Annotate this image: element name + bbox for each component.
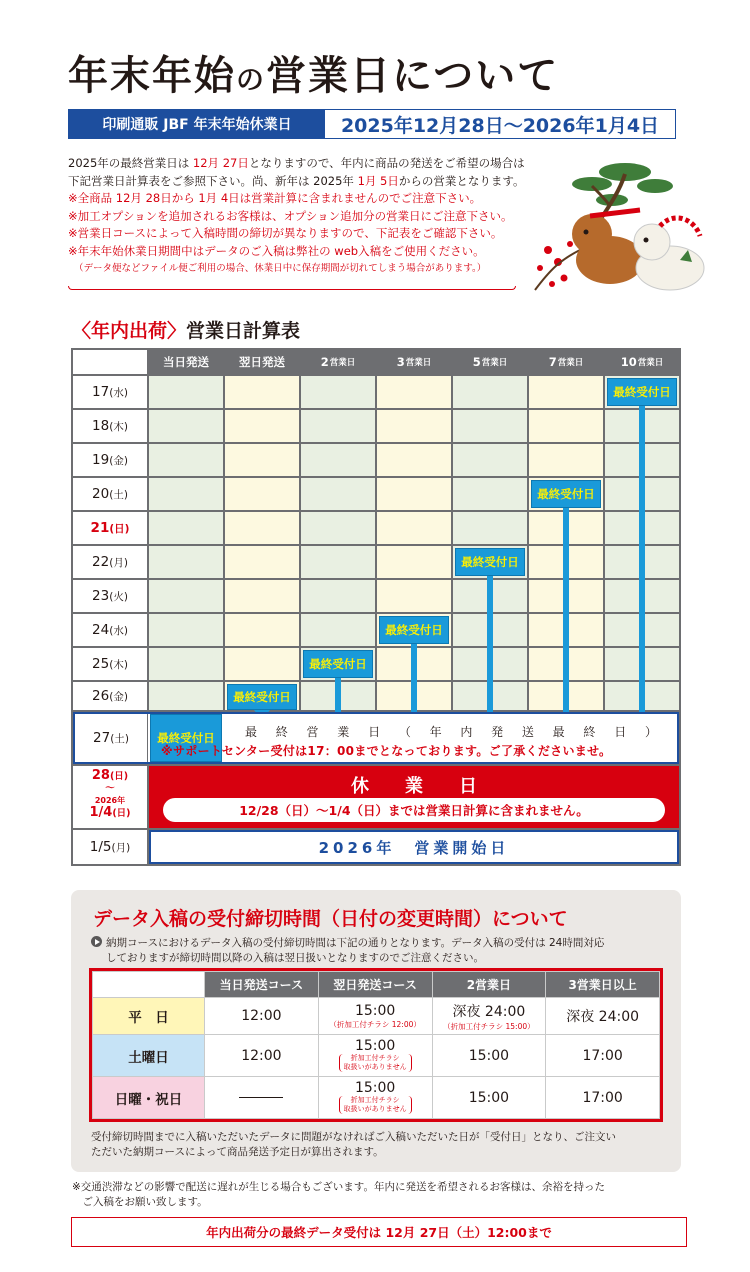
row-label-26: 26 (金) bbox=[73, 682, 147, 710]
row-separator bbox=[149, 476, 679, 478]
col-body-same-day bbox=[149, 376, 223, 710]
holiday-banner-title: 休業日 bbox=[351, 776, 513, 797]
table-row bbox=[93, 1077, 660, 1119]
play-bullet-icon bbox=[91, 936, 102, 947]
row-label-holiday-period: 28(日) 〜 2026年 1/4(日) bbox=[73, 766, 147, 828]
new-year-horse-illustration bbox=[530, 150, 720, 300]
row-separator bbox=[149, 578, 679, 580]
row-head-saturday: 土曜日 bbox=[93, 1035, 205, 1077]
last-receipt-2-days: 最終受付日 bbox=[303, 650, 373, 678]
business-start-day: 2026年 営業開始日 bbox=[149, 830, 679, 864]
row-label-1-5: 1/5 (月) bbox=[73, 830, 147, 864]
holiday-banner bbox=[149, 766, 679, 828]
row-label-17: 17 (水) bbox=[73, 376, 147, 408]
col-separator bbox=[375, 376, 377, 710]
row-label-22: 22 (月) bbox=[73, 546, 147, 578]
cell-weekday-3: 深夜 24:00 bbox=[546, 998, 660, 1035]
last-receipt-10-days: 最終受付日 bbox=[607, 378, 677, 406]
row-label-21-sunday: 21 (日) bbox=[73, 512, 147, 544]
holiday-period-bar bbox=[68, 109, 676, 139]
last-receipt-5-days: 最終受付日 bbox=[455, 548, 525, 576]
calendar-section-title: 〈年内出荷〉営業日計算表 bbox=[72, 320, 301, 342]
business-day-calendar bbox=[71, 348, 681, 866]
col-separator bbox=[451, 376, 453, 710]
th-2-days: 2営業日 bbox=[432, 972, 546, 998]
not-available-dash bbox=[239, 1097, 283, 1098]
cell-sat-next: 15:00 折加工付チラシ 取扱いがありません bbox=[318, 1035, 432, 1077]
col-header-2-days: 2 営業日 bbox=[301, 350, 375, 374]
page-title: 年末年始の営業日について bbox=[68, 52, 560, 99]
deadline-table bbox=[89, 968, 663, 1122]
table-row bbox=[93, 1035, 660, 1077]
col-header-5-days: 5 営業日 bbox=[453, 350, 527, 374]
col-body-next-day bbox=[225, 376, 299, 710]
deadline-section bbox=[71, 890, 681, 1172]
cell-weekday-next: 15:00 （折加工付チラシ 12:00） bbox=[318, 998, 432, 1035]
holiday-period-label: 印刷通販 JBF 年末年始休業日 bbox=[69, 110, 325, 138]
corner-cell bbox=[73, 350, 147, 374]
cell-sat-same: 12:00 bbox=[205, 1035, 319, 1077]
col-header-3-days: 3 営業日 bbox=[377, 350, 451, 374]
intro-bracket-line bbox=[68, 286, 516, 290]
arrow-3-days bbox=[411, 642, 417, 716]
cell-sun-3: 17:00 bbox=[546, 1077, 660, 1119]
last-receipt-3-days: 最終受付日 bbox=[379, 616, 449, 644]
table-corner bbox=[93, 972, 205, 998]
row-head-sunday-holiday: 日曜・祝日 bbox=[93, 1077, 205, 1119]
col-header-same-day: 当日発送 bbox=[149, 350, 223, 374]
row-head-weekday: 平 日 bbox=[93, 998, 205, 1035]
cell-sun-same bbox=[205, 1077, 319, 1119]
arrow-10-days bbox=[639, 404, 645, 716]
last-business-day-label: 最 終 営 業 日 （ 年 内 発 送 最 終 日 ） bbox=[245, 725, 657, 739]
last-receipt-7-days: 最終受付日 bbox=[531, 480, 601, 508]
last-receipt-next-day: 最終受付日 bbox=[227, 684, 297, 710]
intro-text: 2025年の最終営業日は 12月 27日となりますので、年内に商品の発送をご希望の場合は 下記営業日計算表をご参照下さい。尚、新年は 2025年 1月 5日からの営業となります。 ※全商品 12月 28日から 1月 4日は営業計算に含まれませんのでご注意下さい。 ※加工オプションを追加されるお客様は、オプション追加分の営業日にご注意下さい。 ※営業日コースによって入稿時間の締切が異なりますので、下記表をご確認下さい。 ※年末年始休業日期間中はデータのご入稿は弊社の web入稿をご使用ください。 （データ便などファイル便ご利用の場合、休業日中に保存期間が切れてしまう場合があります。） bbox=[68, 156, 525, 274]
support-center-note: ※サポートセンター受付は17：00までとなっております。ご了承くださいませ。 bbox=[161, 744, 612, 758]
col-header-10-days: 10 営業日 bbox=[605, 350, 679, 374]
arrow-7-days bbox=[563, 506, 569, 716]
row-label-25: 25 (木) bbox=[73, 648, 147, 680]
row-separator bbox=[149, 510, 679, 512]
last-receipt-same-day: 最終受付日 bbox=[150, 714, 222, 762]
shipping-delay-note: ※交通渋滞などの影響で配送に遅れが生じる場合もございます。年内に発送を希望されるお客様は、余裕を持った ご入稿をお願い致します。 bbox=[72, 1181, 605, 1208]
row-label-27: 27 (土) bbox=[75, 714, 148, 762]
row-separator bbox=[149, 442, 679, 444]
deadline-section-desc: 納期コースにおけるデータ入稿の受付締切時間は下記の通りとなります。データ入稿の受付は 24時間対応 しておりますが締切時間以降の入稿は翌日扱いとなりますのでご注意ください。 bbox=[91, 936, 663, 965]
col-separator bbox=[299, 376, 301, 710]
col-separator bbox=[527, 376, 529, 710]
row-label-24: 24 (水) bbox=[73, 614, 147, 646]
th-same-day: 当日発送コース bbox=[205, 972, 319, 998]
holiday-banner-note: 12/28（日）〜1/4（日）までは営業日計算に含まれません。 bbox=[163, 798, 665, 822]
table-row bbox=[93, 998, 660, 1035]
holiday-period-dates: 2025年12月28日〜2026年1月4日 bbox=[340, 114, 660, 137]
col-header-next-day: 翌日発送 bbox=[225, 350, 299, 374]
cell-weekday-same: 12:00 bbox=[205, 998, 319, 1035]
row-label-19: 19 (金) bbox=[73, 444, 147, 476]
th-next-day: 翌日発送コース bbox=[318, 972, 432, 998]
row-label-23: 23 (火) bbox=[73, 580, 147, 612]
cell-sat-3: 17:00 bbox=[546, 1035, 660, 1077]
row-separator bbox=[149, 612, 679, 614]
arrow-5-days bbox=[487, 574, 493, 716]
row-27-last-business-day bbox=[73, 712, 679, 764]
cell-sun-2: 15:00 bbox=[432, 1077, 546, 1119]
arrow-2-days bbox=[335, 676, 341, 716]
row-separator bbox=[149, 408, 679, 410]
row-label-18: 18 (木) bbox=[73, 410, 147, 442]
final-data-receipt-notice: 年内出荷分の最終データ受付は 12月 27日（土）12:00まで bbox=[71, 1217, 687, 1247]
row-label-20: 20 (土) bbox=[73, 478, 147, 510]
col-header-7-days: 7 営業日 bbox=[529, 350, 603, 374]
deadline-footnote: 受付締切時間までに入稿いただいたデータに問題がなければご入稿いただいた日が「受付日」となり、ご注文い ただいた納期コースによって商品発送予定日が算出されます。 bbox=[91, 1131, 616, 1158]
row-separator bbox=[149, 544, 679, 546]
cell-sun-next: 15:00 折加工付チラシ 取扱いがありません bbox=[318, 1077, 432, 1119]
th-3-days-plus: 3営業日以上 bbox=[546, 972, 660, 998]
col-separator bbox=[223, 376, 225, 710]
cell-weekday-2: 深夜 24:00 （折加工付チラシ 15:00） bbox=[432, 998, 546, 1035]
col-separator bbox=[603, 376, 605, 710]
cell-sat-2: 15:00 bbox=[432, 1035, 546, 1077]
deadline-section-title: データ入稿の受付締切時間（日付の変更時間）について bbox=[93, 908, 568, 930]
